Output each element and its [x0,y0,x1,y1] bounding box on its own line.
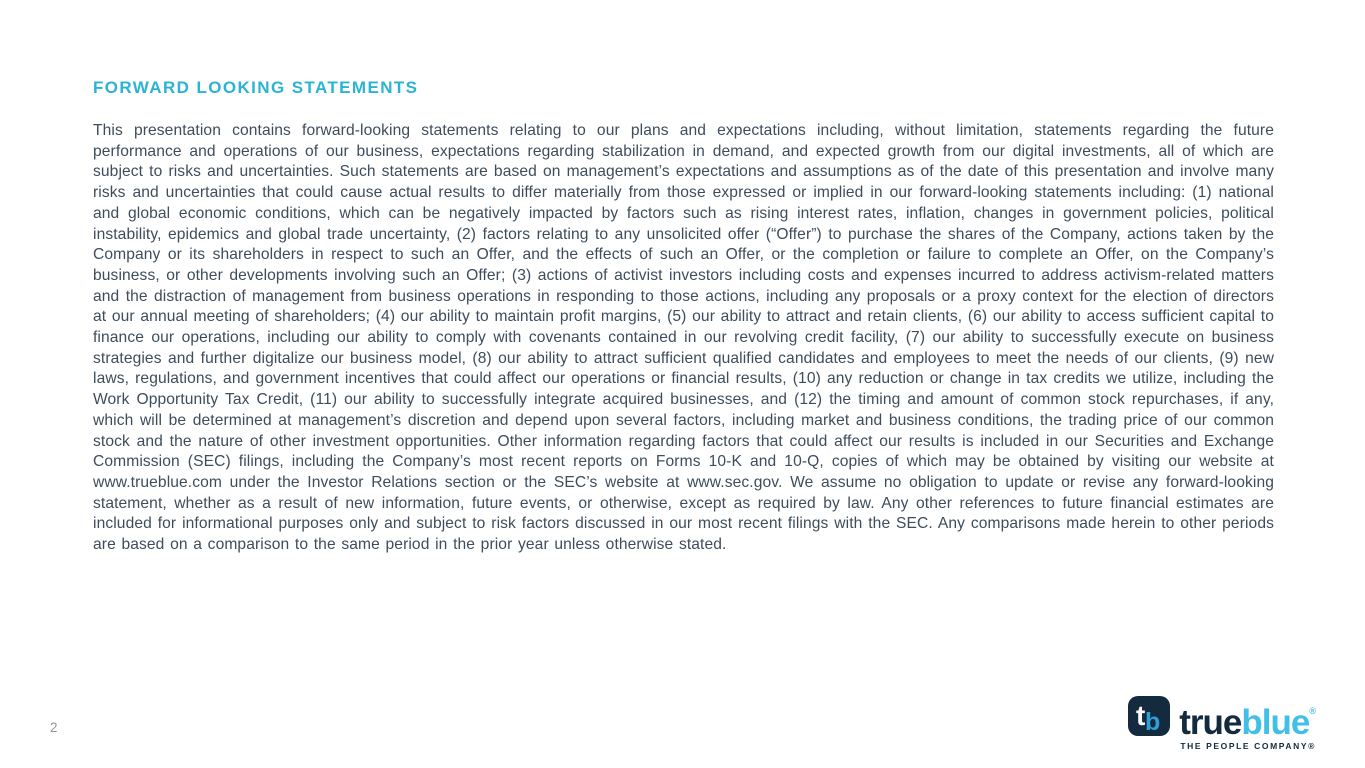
svg-text:t: t [1136,700,1146,731]
logo-text-block [1179,694,1316,751]
registered-trademark-symbol: ® [1309,706,1316,716]
logo-word-blue: blue [1241,703,1310,742]
logo-tagline: THE PEOPLE COMPANY® [1180,741,1316,751]
forward-looking-statements-text: This presentation contains forward-looking statements relating to our plans and expectations including, without limitation, statements regarding the future performance and operations of our business, expectations regarding stabilization in demand, and expected growth from our digital investments, all of which are subject to risks and uncertainties. Such statements are based on management’s expectations and assumptions as of the date of this presentation and involve many risks and uncertainties that could cause actual results to differ materially from those expressed or implied in our forward-looking statements including: (1) national and global economic conditions, which can be negatively impacted by factors such as rising interest rates, inflation, changes in government policies, political instability, epidemics and global trade uncertainty, (2) factors relating to any unsolicited offer (“Offer”) to purchase the shares of the Company, actions taken by the Company or its shareholders in respect to such an Offer, and the effects of such an Offer, or the completion or failure to complete an Offer, on the Company’s business, or other developments involving such an Offer; (3) actions of activist investors including costs and expenses incurred to address activism-related matters and the distraction of management from business operations in responding to those actions, including any proposals or a proxy context for the election of directors at our annual meeting of shareholders; (4) our ability to maintain profit margins, (5) our ability to attract and retain clients, (6) our ability to access sufficient capital to finance our operations, including our ability to comply with covenants contained in our revolving credit facility, (7) our ability to successfully execute on business strategies and further digitalize our business model, (8) our ability to attract sufficient qualified candidates and employees to meet the needs of our clients, (9) new laws, regulations, and government incentives that could affect our operations or financial results, (10) any reduction or change in tax credits we utilize, including the Work Opportunity Tax Credit, (11) our ability to successfully integrate acquired businesses, and (12) the timing and amount of common stock repurchases, if any, which will be determined at management’s discretion and depend upon several factors, including market and business conditions, the trading price of our common stock and the nature of other investment opportunities. Other information regarding factors that could affect our results is included in our Securities and Exchange Commission (SEC) filings, including the Company’s most recent reports on Forms 10-K and 10-Q, copies of which may be obtained by visiting our website at www.trueblue.com under the Investor Relations section or the SEC’s website at www.sec.gov. We assume no obligation to update or revise any forward-looking statement, whether as a result of new information, future events, or otherwise, except as required by law. Any other references to future financial estimates are included for informational purposes only and subject to risk factors discussed in our most recent filings with the SEC. Any comparisons made herein to other periods are based on a comparison to the same period in the prior year unless otherwise stated. [93,122,1274,554]
trueblue-monogram-icon [1127,694,1171,738]
svg-text:b: b [1145,708,1161,736]
logo-word-true: true [1179,703,1242,742]
slide-title: FORWARD LOOKING STATEMENTS [93,78,419,97]
page-number: 2 [50,720,58,735]
trueblue-logo [1127,694,1316,751]
logo-wordmark [1179,694,1316,740]
